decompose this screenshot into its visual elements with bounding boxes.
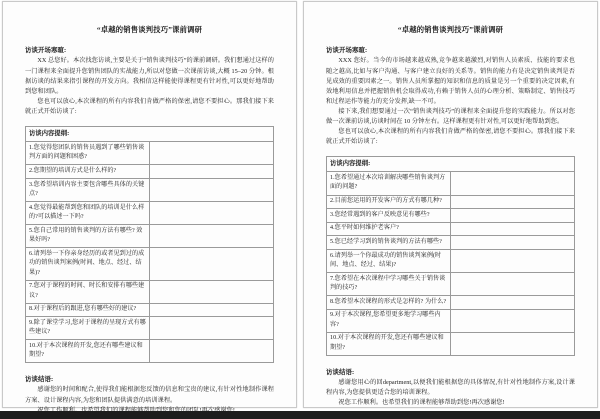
page-2-question-9: 9.对于本次课程,您希望更多地学习哪些内容? [327, 309, 451, 332]
page-2-answer-1[interactable] [451, 172, 575, 195]
page-2-question-6: 6.请列举一个你最成功的销售谈判案例(时间、地点、经过、结果)? [327, 250, 451, 273]
page-1-question-5: 5.您自己常用的销售谈判的方法有哪些? 效果好吗? [26, 225, 150, 248]
table-row [26, 248, 274, 281]
page-2-question-5: 5.您已经学习到的销售谈判的方法有哪些? [327, 236, 451, 250]
page-2-opening-paragraph-3: 您也可以放心,本次课程的所有内容我们肯做严格的保密,请您不要担心。那我们接下来就正式开始访谈了: [326, 127, 575, 145]
table-row [327, 222, 575, 236]
page-1-opening-paragraph-2: 您也可以放心,本次课程的所有内容我们肯做严格的保密,请您不要担心。那我们接下来就正式开始访谈了: [25, 97, 274, 115]
page-1-answer-2[interactable] [150, 165, 274, 179]
page-2-answer-9[interactable] [451, 309, 575, 332]
page-2-answer-7[interactable] [451, 273, 575, 296]
page-1-closing-heading: 访谈结语: [25, 376, 54, 384]
table-row [26, 178, 274, 201]
page-2-question-7: 7.您希望在本次课程中学习哪些关于销售谈判的技巧? [327, 273, 451, 296]
page-1-answer-6[interactable] [150, 248, 274, 281]
page-2-question-3: 3.您经常遇到的客户反映意见有哪些? [327, 209, 451, 223]
page-1-interview-table [25, 126, 274, 364]
page-1-opening-heading: 访谈开场寒暄: [25, 47, 67, 55]
page-2-interview-table [326, 156, 575, 356]
table-row [327, 250, 575, 273]
table-row [26, 303, 274, 317]
page-2-table-header: 访谈内容提纲: [327, 156, 575, 172]
page-2-opening-paragraph-2: 接下来,我们想要通过一次“销售谈判技巧”的课程来全面提升您的实践能力。所以对您做一次课前访谈,访谈时间在 10 分钟左右。这样课程更有针对性,可以更好地帮助到您。 [326, 107, 575, 125]
page-1-answer-8[interactable] [150, 303, 274, 317]
page-1-answer-7[interactable] [150, 280, 274, 303]
page-1-closing-section [25, 374, 274, 415]
page-1-table-header: 访谈内容提纲: [26, 126, 274, 142]
table-row [327, 273, 575, 296]
page-1-question-4: 4.您觉得最能帮到您和团队的培训是什么样的?可以描述一下吗? [26, 202, 150, 225]
table-row [327, 296, 575, 310]
page-2-answer-10[interactable] [451, 332, 575, 355]
table-header-row [26, 126, 274, 142]
page-2-answer-4[interactable] [451, 222, 575, 236]
page-1-answer-5[interactable] [150, 225, 274, 248]
page-1-question-1: 1.您觉得您团队的销售员遇到了哪些销售谈判方面的问题和困惑? [26, 142, 150, 165]
page-1-content [3, 2, 296, 407]
table-row [327, 172, 575, 195]
page-1-question-7: 7.您对于课程的时间、时长和安排有哪些建议? [26, 280, 150, 303]
page-2-closing-section [326, 367, 575, 408]
page-2-question-2: 2.目前您运用的开发客户的方式有哪几种? [327, 195, 451, 209]
table-row [26, 202, 274, 225]
page-1-answer-9[interactable] [150, 317, 274, 340]
page-1-question-9: 9.除了课堂学习,您对于课程的呈现方式有哪些建议? [26, 317, 150, 340]
page-1-title: “卓越的销售谈判技巧”课前调研 [96, 25, 203, 34]
table-row [26, 340, 274, 363]
page-2-closing-paragraph-1: 感谢您用心的回department,以便我们能根据您的具体情况,有针对性地制作方案,设计课程内容,为您提供更适合您的培训课程。 [326, 378, 575, 396]
page-1-answer-4[interactable] [150, 202, 274, 225]
table-row [327, 332, 575, 355]
table-row [327, 195, 575, 209]
page-1-answer-1[interactable] [150, 142, 274, 165]
page-1-question-2: 2.您期望的培训方式是什么样的? [26, 165, 150, 179]
table-header-row [327, 156, 575, 172]
page-2-answer-2[interactable] [451, 195, 575, 209]
page-1-question-8: 8.对于课程后的跟进,您有哪些好的建议? [26, 303, 150, 317]
page-2-question-8: 8.您希望本次课程的形式是怎样的? 为什么? [327, 296, 451, 310]
page-2-answer-5[interactable] [451, 236, 575, 250]
page-2-content [304, 2, 597, 407]
page-2-closing-paragraph-2: 祝您工作顺利。也希望我们的课程能够帮助到您!再次感谢您! [338, 398, 505, 406]
page-1-answer-3[interactable] [150, 178, 274, 201]
document-page-1 [2, 1, 297, 408]
table-row [26, 165, 274, 179]
page-2-question-1: 1.您希望通过本次培训解决哪些销售谈判方面的问题? [327, 172, 451, 195]
table-row [26, 225, 274, 248]
page-1-answer-10[interactable] [150, 340, 274, 363]
viewer-bottom-bar [0, 411, 600, 419]
page-1-question-6: 6.请列举一下你亲身经历的或者见到过的成功的销售谈判案例(时间、地点、经过、结果)? [26, 248, 150, 281]
page-1-opening-paragraph-1: XX 总您好。本次找您访谈,主要是关于“销售谈判技巧”的课前调研。我们想通过这样的一门课程来全面提升您销售团队的实战能力,所以对您做一次课前访谈,大概 15–20 分钟。根据访谈的结果来指引课程的开发方向。我相信这样能使得课程更有针对性,可以更好地帮助到您和团队。 [25, 57, 274, 95]
page-2-answer-6[interactable] [451, 250, 575, 273]
table-row [26, 280, 274, 303]
page-2-question-10: 10.对于本次课程的开发,您还有哪些建议和期望? [327, 332, 451, 355]
page-2-answer-8[interactable] [451, 296, 575, 310]
page-2-closing-heading: 访谈结语: [326, 368, 355, 376]
page-2-opening-paragraph-1: XXX 您好。当今的市场越来越成熟,竞争越来越激烈,对销售人员素质、技能的要求也随之越高,比如与客户沟通、与客户建立良好的关系等。销售的能力有是决定销售谈判是否见成效的重要因素之一。销售人员所掌握的知识和信息的质量是另一个重要的决定因素,有效地利用信息并把握销售机会取得成功,有赖于销售人员的心理分析、策略制定、销售技巧和过程运作等能力的充分发挥,缺一不可。 [326, 57, 575, 105]
page-2-question-4: 4.您平时如何维护老客户? [327, 222, 451, 236]
page-1-question-3: 3.您希望培训内容主要包含哪些具体的关键点? [26, 178, 150, 201]
table-row [327, 209, 575, 223]
page-2-answer-3[interactable] [451, 209, 575, 223]
table-row [327, 236, 575, 250]
table-row [327, 309, 575, 332]
page-1-question-10: 10.对于本次课程的开发,您还有哪些建议和期望? [26, 340, 150, 363]
table-row [26, 142, 274, 165]
page-2-opening-heading: 访谈开场寒暄: [326, 47, 368, 55]
page-2-title: “卓越的销售谈判技巧”课前调研 [397, 25, 504, 34]
document-page-2 [303, 1, 598, 408]
page-1-closing-paragraph-1: 感谢您的时间和配合,使得我们能根据您反馈的信息和宝贵的建议,有针对性地制作课程方案、设计课程内容,为您和团队提供满意的培训课程。 [25, 386, 274, 404]
table-row [26, 317, 274, 340]
